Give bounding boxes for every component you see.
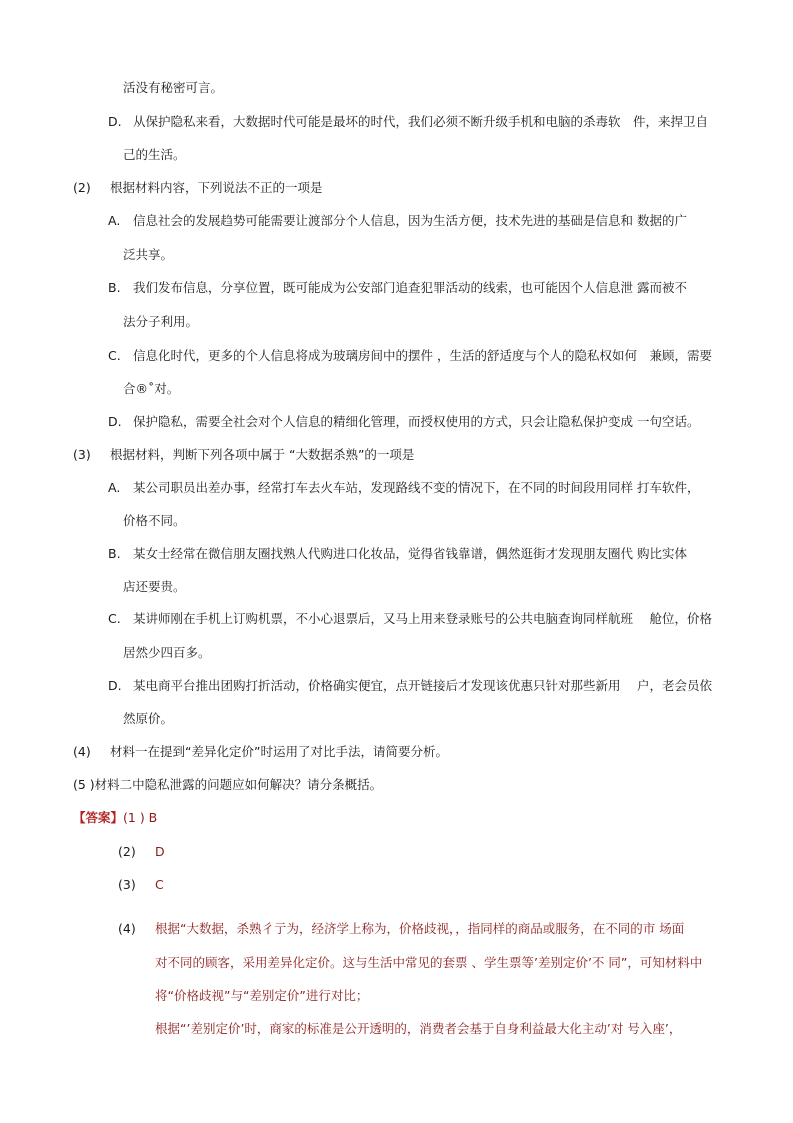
answer-1: (1 ) B	[123, 810, 158, 825]
answer-label: 【答案】	[73, 810, 124, 825]
q4-number: (4)	[73, 744, 91, 759]
answer-4-line3: 将“价格歧视”与“差别定价”进行对比；	[155, 988, 369, 1003]
q2-option-b-letter: B.	[108, 280, 121, 295]
q2-option-b-line1: 我们发布信息，分享位置，既可能成为公安部门追查犯罪活动的线索，也可能因个人信息泄 露而被不	[133, 280, 687, 295]
q1-option-d-line1: 从保护隐私来看，大数据时代可能是最坏的时代，我们必须不断升级手机和电脑的杀毒软 件，来捍卫自	[133, 114, 709, 129]
q1-tail-text: 活没有秘密可言。	[123, 80, 224, 95]
q2-option-a-line2: 泛共享。	[123, 247, 174, 262]
answer-block-header	[73, 809, 157, 827]
answer-4-line4: 根据“’差别定价’时，商家的标准是公开透明的，消费者会基于自身利益最大化主动’对 号入座’，	[155, 1021, 682, 1036]
q3-option-a-line2: 价格不同。	[123, 513, 186, 528]
q1-option-d-line2: 己的生活。	[123, 147, 186, 162]
q3-option-b-line1: 某女士经常在微信朋友圈找熟人代购进口化妆品，觉得省钱靠谱，偶然逛街才发现朋友圈代 购比实体	[133, 546, 687, 561]
q2-option-d-line1: 保护隐私，需要全社会对个人信息的精细化管理，而授权使用的方式，只会让隐私保护变成 一句空话。	[133, 414, 700, 429]
q3-option-b-letter: B.	[108, 546, 121, 561]
q2-option-d-letter: D.	[108, 414, 122, 429]
q4-stem: 材料一在提到“差异化定价”时运用了对比手法，请简要分析。	[110, 744, 448, 759]
q2-option-c-letter: C.	[108, 348, 121, 363]
q3-option-a-line1: 某公司职员出差办事，经常打车去火车站，发现路线不变的情况下，在不同的时间段用同样 打车软件，	[133, 480, 700, 495]
answer-4-number: (4)	[118, 921, 136, 936]
q1-option-d-letter: D.	[108, 114, 122, 129]
q3-stem: 根据材料，判断下列各项中属于 “大数据杀熟”的一项是	[110, 447, 415, 462]
q3-option-b-line2: 店还要贵。	[123, 579, 186, 594]
q3-option-c-line1: 某讲师刚在手机上订购机票，不小心退票后，又马上用来登录账号的公共电脑查询同样航班 舱位，价格	[133, 611, 712, 626]
q2-option-a-letter: A.	[108, 213, 121, 228]
q5-stem: (5 )材料二中隐私泄露的问题应如何解决？请分条概括。	[73, 777, 383, 792]
answer-4-line2: 对不同的顾客，采用差异化定价。这与生活中常见的套票 、学生票等’差别定价’不 同”，可知材料中	[155, 955, 703, 970]
answer-3-value: C	[155, 877, 164, 892]
q2-option-c-line1: 信息化时代，更多的个人信息将成为玻璃房间中的摆件 ，生活的舒适度与个人的隐私权如何 兼顾，需要	[133, 348, 712, 363]
q3-option-c-line2: 居然少四百多。	[123, 645, 211, 660]
q3-number: (3)	[73, 447, 91, 462]
q3-option-c-letter: C.	[108, 611, 121, 626]
q3-option-d-letter: D.	[108, 678, 122, 693]
q2-option-c-line2: 合®˚对。	[123, 381, 180, 396]
answer-2-value: D	[155, 844, 165, 859]
q3-option-d-line2: 然原价。	[123, 711, 174, 726]
answer-2-number: (2)	[118, 844, 136, 859]
q2-option-b-line2: 法分子利用。	[123, 314, 199, 329]
q2-number: (2)	[73, 180, 91, 195]
q2-option-a-line1: 信息社会的发展趋势可能需要让渡部分个人信息，因为生活方便，技术先进的基础是信息和 数据的广	[133, 213, 687, 228]
answer-3-number: (3)	[118, 877, 136, 892]
q3-option-a-letter: A.	[108, 480, 121, 495]
answer-4-line1: 根据“大数据，杀熟彳亍为，经济学上称为，价格歧视，，指同样的商品或服务，在不同的市 场面	[155, 921, 685, 936]
q3-option-d-line1: 某电商平台推出团购打折活动，价格确实便宜，点开链接后才发现该优惠只针对那些新用 户，老会员依	[133, 678, 712, 693]
q2-stem: 根据材料内容，下列说法不正的一项是	[110, 180, 323, 195]
